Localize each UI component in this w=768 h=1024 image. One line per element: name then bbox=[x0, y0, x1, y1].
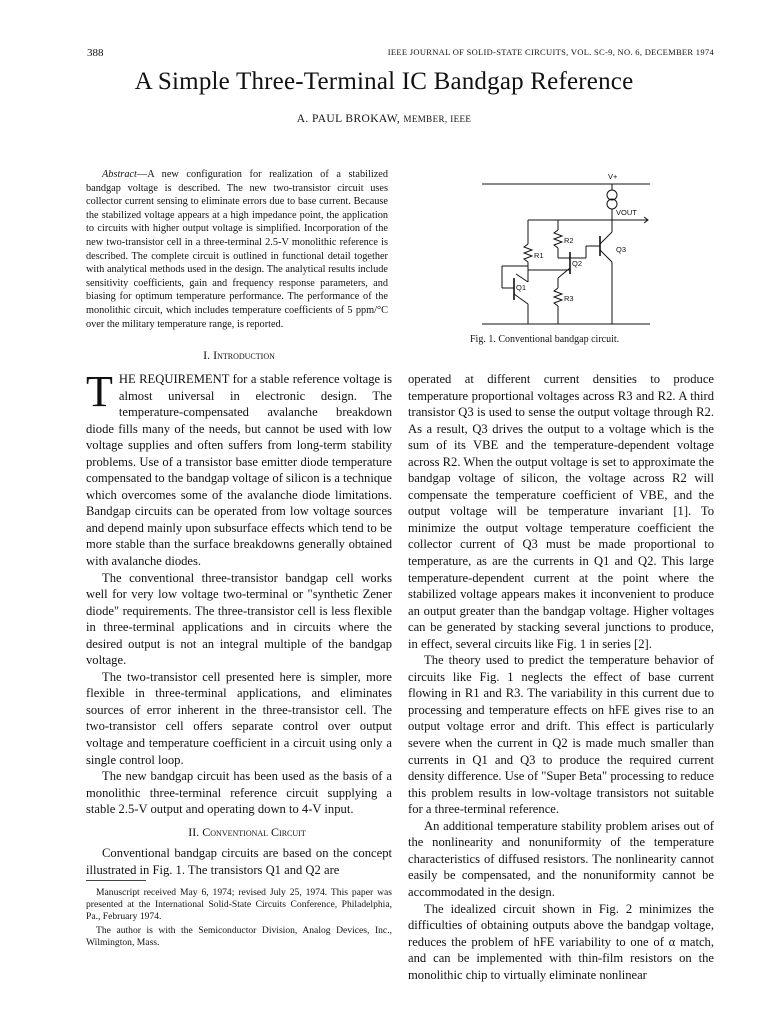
resistor-r1 bbox=[524, 244, 532, 262]
figure-1-caption: Fig. 1. Conventional bandgap circuit. bbox=[470, 334, 620, 345]
right-column bbox=[408, 371, 714, 983]
resistor-r2 bbox=[554, 230, 562, 248]
footnote-rule bbox=[86, 880, 146, 881]
q1-collector bbox=[516, 274, 528, 282]
intro-paragraph-2: The conventional three-transistor bandgap cell works well for very low voltage two-terminal or "synthetic Zener diode" requirements. The three-transistor cell is less flexible in three-terminal applications and in circuits where the desired output is not an integral multiple of the bandgap voltage. bbox=[86, 570, 392, 668]
paper-title: A Simple Three-Terminal IC Bandgap Reference bbox=[134, 68, 634, 95]
author-line bbox=[0, 113, 768, 125]
q1-label: Q1 bbox=[516, 283, 527, 292]
right-paragraph-2: The theory used to predict the temperature behavior of circuits like Fig. 1 neglects the effect of base current flowing in R1 and R3. The variability in this current due to processing and temperature effects on hFE gives rise to an output voltage error and drift. This effect is particularly severe when the current in Q2 is made much smaller than currents in Q1 and Q3 to produce the required current density difference. Use of "Super Beta" processing to reduce this problem results in low-voltage transistors not suitable for a three-terminal reference. bbox=[408, 653, 714, 817]
intro-paragraph-1-text: HE REQUIREMENT for a stable reference voltage is almost universal in electronic design. The temperature-compensated avalanche breakdown diode fills many of the needs, but cannot be used with low voltage supplies and often suffers from long-term stability problems. Use of a transistor base emitter diode temperature compensated to the bandgap voltage of silicon is a technique which overcomes some of the avalanche diode limitations. Bandgap circuits can be operated from low voltage sources and depend mainly upon subsurface effects which tend to be more stable than the surface breakdowns generally obtained with avalanche diodes. bbox=[86, 372, 393, 569]
footnote-received: Manuscript received May 6, 1974; revised July 25, 1974. This paper was presented at the International Solid-State Circuits Conference, Philadelphia, Pa., February 1974. bbox=[86, 887, 392, 922]
intro-paragraph-4: The new bandgap circuit has been used as the basis of a monolithic three-terminal reference circuit supplying a stable 2.5-V output and operating down to 4-V input. bbox=[86, 769, 392, 817]
right-paragraph-3: An additional temperature stability problem arises out of the nonlinearity and nonuniformity of the temperature characteristics of diffused resistors. The nonlinearity cannot easily be compensated, and the nonuniformity cannot be accommodated in the design. bbox=[408, 818, 714, 899]
section-heading-introduction: I. Introduction bbox=[203, 348, 275, 362]
intro-heading-wrap bbox=[86, 348, 392, 363]
r1-label: R1 bbox=[534, 251, 544, 260]
author-name: A. PAUL BROKAW, bbox=[296, 113, 401, 125]
intro-paragraph-3: The two-transistor cell presented here is simpler, more flexible in three-terminal applications, and eliminates sources of error inherent in the three-transistor cell. The two-transistor cell offers separate control over output voltage and temperature coefficient in a circuit using only a single control loop. bbox=[86, 669, 392, 767]
vout-label: VOUT bbox=[616, 208, 637, 217]
conventional-paragraph-1: Conventional bandgap circuits are based on the concept illustrated in Fig. 1. The transistors Q1 and Q2 are bbox=[86, 846, 392, 877]
author-membership: MEMBER, IEEE bbox=[403, 114, 472, 124]
figure-1-circuit bbox=[476, 170, 656, 332]
right-paragraph-1: operated at different current densities to produce temperature proportional voltages across R3 and R2. A third transistor Q3 is used to sense the output voltage through R2. As a result, Q3 drives the output to a voltage which is the sum of its VBE and the temperature-dependent voltage across R2. When the output voltage is set to approximate the bandgap voltage of silicon, the voltage across R2 will compensate the temperature coefficient of VBE, and the output voltage will be temperature invariant [1]. To minimize the output voltage temperature coefficient the collector current of Q3 must be made proportional to temperature, as are the currents in Q1 and Q2. This large temperature-dependent current at the point where the stabilized voltage appears makes it inconvenient to produce an output greater than the bandgap voltage. Higher voltages can be generated by stacking several junctions to produce, in effect, several circuits like Fig. 1 in series [2]. bbox=[408, 372, 714, 651]
footnote-affiliation: The author is with the Semiconductor Division, Analog Devices, Inc., Wilmington, Mass. bbox=[86, 925, 392, 948]
running-head: IEEE JOURNAL OF SOLID-STATE CIRCUITS, VOL. SC-9, NO. 6, DECEMBER 1974 bbox=[387, 47, 714, 57]
right-paragraph-4: The idealized circuit shown in Fig. 2 minimizes the difficulties of obtaining outputs above the bandgap voltage, reduces the problem of hFE variability to one of α match, and can be implemented with thin-film resistors on the monolithic chip to virtually eliminate nonlinear bbox=[408, 901, 714, 982]
abstract bbox=[86, 168, 388, 331]
abstract-label: Abstract bbox=[102, 169, 137, 180]
intro-paragraph-1 bbox=[86, 367, 393, 570]
r2-label: R2 bbox=[564, 236, 574, 245]
drop-cap: T bbox=[86, 367, 113, 416]
q3-label: Q3 bbox=[616, 245, 627, 254]
left-column bbox=[86, 367, 393, 878]
abstract-text: —A new configuration for realization of a stabilized bandgap voltage is described. The new two-transistor circuit uses collector current sensing to eliminate errors due to base current. Because the stabilized voltage appears at a high impedance point, the application to circuits with higher output voltage is simplified. Incorporation of the new two-transistor cell in a three-terminal 2.5-V monolithic reference is described. The complete circuit is outlined in functional detail together with analytical methods used in the design. The analytical results include sensitivity coefficients, gain and frequency response parameters, and biasing for optimum temperature performance. The performance of the monolithic circuit, which includes temperature coefficients of 5 ppm/°C over the military temperature range, is reported. bbox=[86, 169, 388, 330]
page-number: 388 bbox=[87, 47, 104, 59]
q2-label: Q2 bbox=[572, 259, 583, 268]
section-heading-conventional-circuit: II. Conventional Circuit bbox=[188, 824, 306, 839]
vplus-label: V+ bbox=[608, 172, 618, 181]
footnotes bbox=[86, 887, 392, 951]
r3-label: R3 bbox=[564, 294, 574, 303]
resistor-r3 bbox=[554, 288, 562, 306]
